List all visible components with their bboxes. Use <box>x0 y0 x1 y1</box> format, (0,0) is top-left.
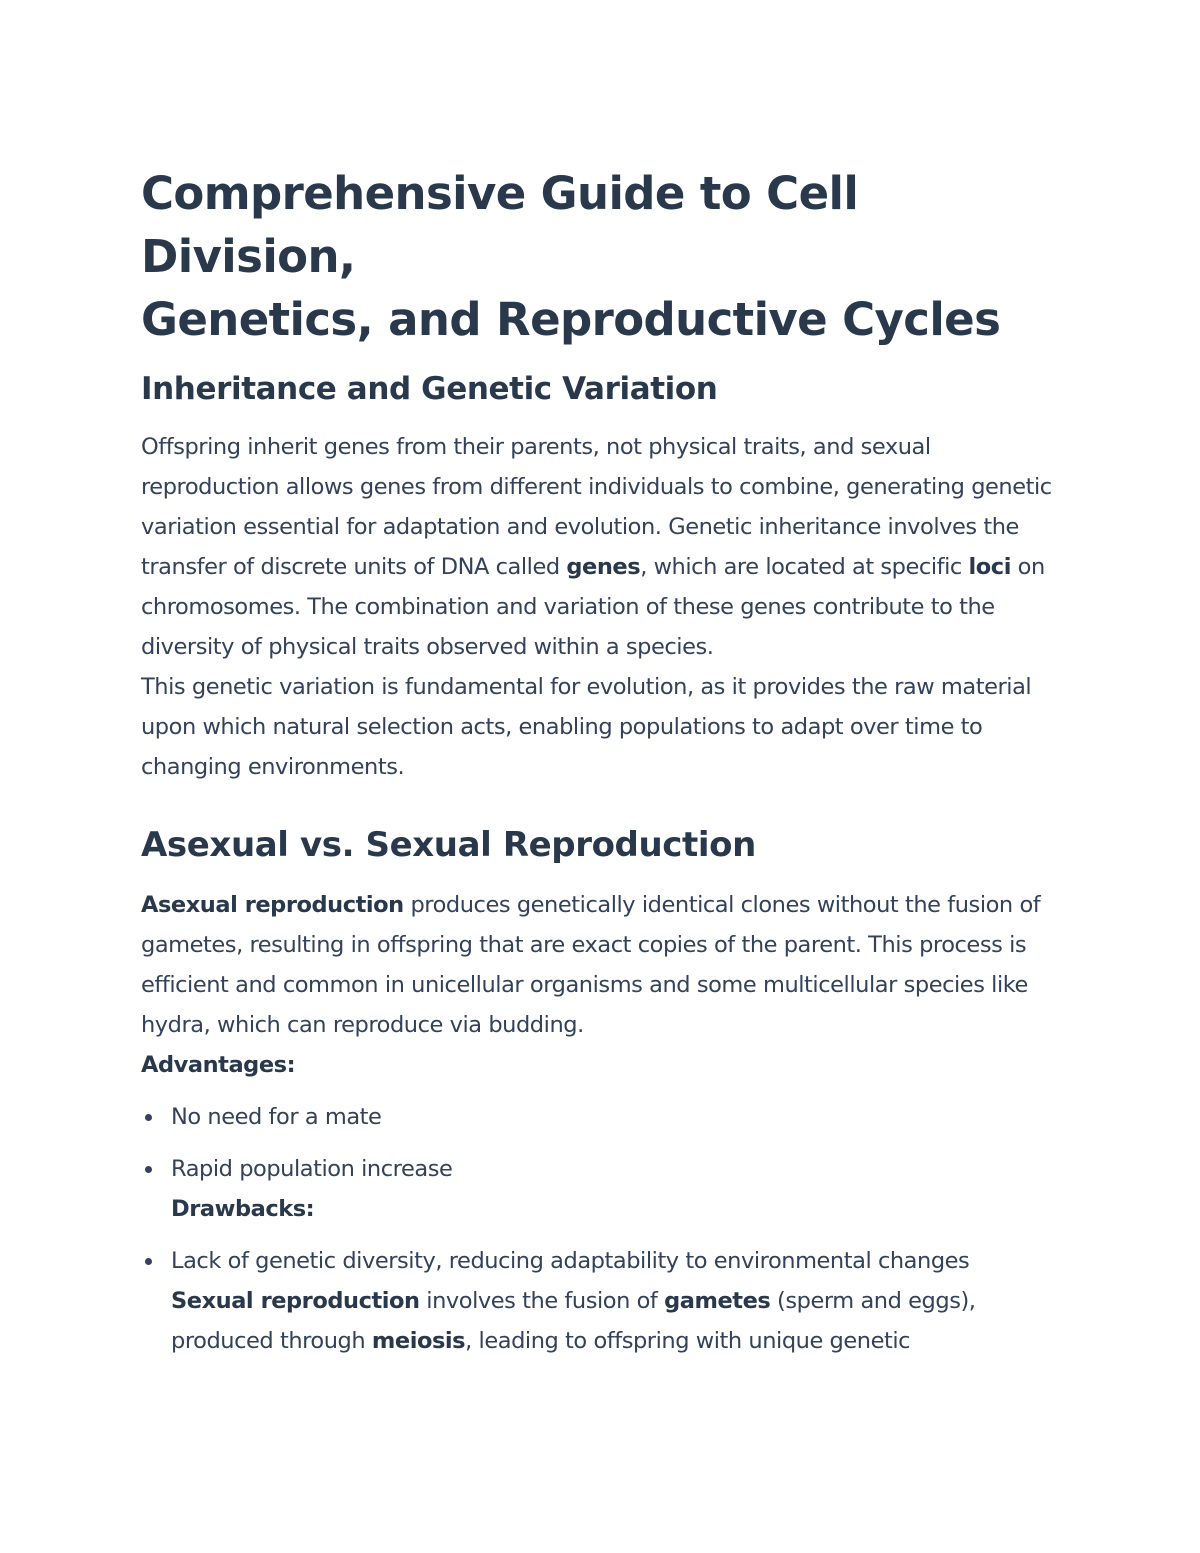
heading-inheritance: Inheritance and Genetic Variation <box>141 371 718 407</box>
term-meiosis: meiosis <box>371 1328 466 1354</box>
sexual-text-c: , leading to offspring with unique genetic <box>465 1328 911 1354</box>
list-item-text: Lack of genetic diversity, reducing adaptability to environmental changes <box>171 1248 970 1274</box>
inheritance-text-c: on chromosomes. The combination and variation of these genes contribute to the diversity of physical traits observed within a species. <box>141 554 1045 660</box>
bullet-icon <box>145 1114 152 1121</box>
term-asexual-reproduction: Asexual reproduction <box>141 892 404 918</box>
sexual-text-a: involves the fusion of <box>419 1288 665 1314</box>
inheritance-text-b: , which are located at specific <box>640 554 969 580</box>
document-page <box>141 162 1061 1373</box>
inheritance-text-a: Offspring inherit genes from their parents, not physical traits, and sexual reproduction allows genes from different individuals to combine, generating genetic variation essential for adaptation and evolution. Genetic inheritance involves the transfer of discrete units of DNA called <box>141 434 1052 580</box>
title-line-1: Comprehensive Guide to Cell Division, <box>141 167 859 283</box>
term-loci: loci <box>968 554 1011 580</box>
term-sexual-reproduction: Sexual reproduction <box>171 1288 420 1314</box>
heading-reproduction: Asexual vs. Sexual Reproduction <box>141 825 756 865</box>
list-item-text: Rapid population increase <box>171 1156 453 1182</box>
term-genes: genes <box>566 554 641 580</box>
title-line-2: Genetics, and Reproductive Cycles <box>141 293 1001 346</box>
list-item-text: No need for a mate <box>171 1104 382 1130</box>
bullet-icon <box>145 1258 152 1265</box>
term-gametes: gametes <box>664 1288 771 1314</box>
bullet-icon <box>145 1166 152 1173</box>
advantages-label: Advantages: <box>141 1052 296 1078</box>
list-item <box>141 1241 1061 1361</box>
document-title <box>141 162 1061 351</box>
list-item <box>141 1097 1061 1137</box>
asexual-text: produces genetically identical clones without the fusion of gametes, resulting in offspring that are exact copies of the parent. This process is efficient and common in unicellular organisms and some multicellular species like hydra, which can reproduce via budding. <box>141 892 1041 1038</box>
paragraph-inheritance <box>141 427 1061 667</box>
sexual-text-b: (sperm and eggs), produced through <box>171 1288 976 1354</box>
paragraph-variation: This genetic variation is fundamental for evolution, as it provides the raw material upon which natural selection acts, enabling populations to adapt over time to changing environments. <box>141 674 1032 780</box>
list-item <box>141 1149 1061 1229</box>
drawbacks-label: Drawbacks: <box>171 1196 315 1222</box>
paragraph-asexual <box>141 885 1061 1085</box>
reproduction-list <box>141 1097 1061 1361</box>
